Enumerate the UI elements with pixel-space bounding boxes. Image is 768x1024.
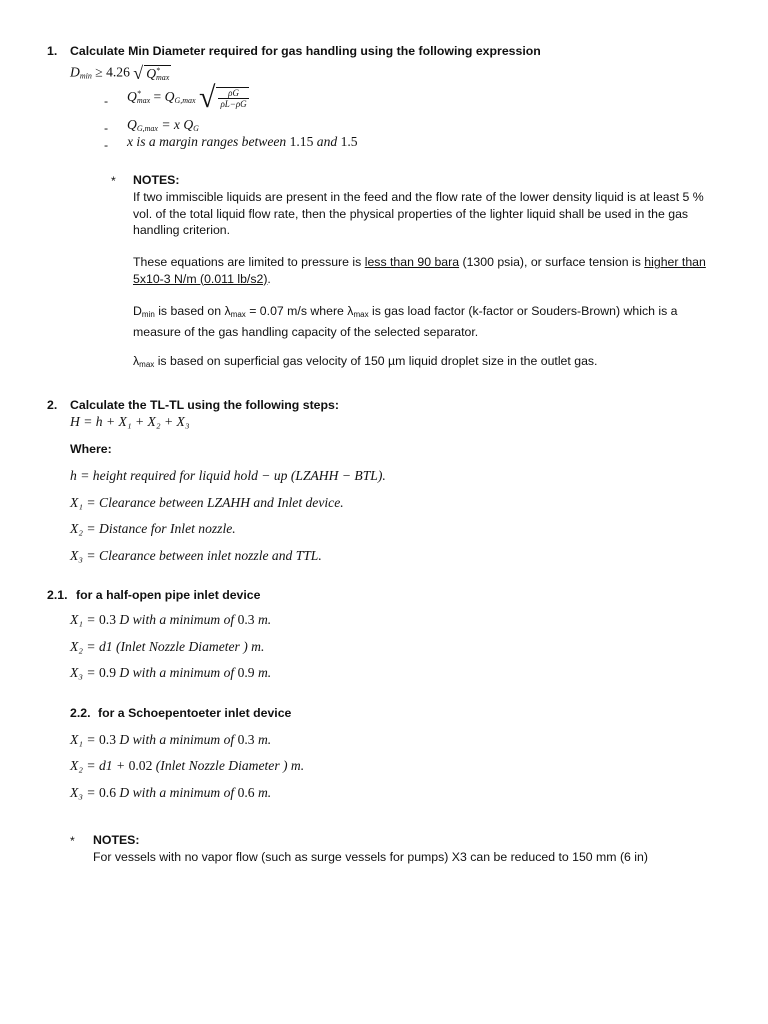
s22-x2: X₂ = d1 + 0.02 (Inlet Nozzle Diameter ) m.	[70, 758, 305, 773]
notes-label: NOTES:	[133, 173, 180, 187]
section-2-1-number: 2.1.	[47, 588, 68, 602]
def-x1: X₁ = Clearance between LZAHH and Inlet device.	[70, 495, 344, 510]
bullet-dash: -	[104, 138, 109, 152]
h-equation: H = h + X₁ + X₂ + X₃	[70, 414, 190, 429]
s21-x1: X₁ = 0.3 D with a minimum of 0.3 m.	[70, 612, 272, 627]
note-limits: These equations are limited to pressure is less than 90 bara (1300 psia), or surface tension is higher than 5x10-3 N/m (0.011 lb/s2).	[133, 255, 706, 286]
s21-x3: X₃ = 0.9 D with a minimum of 0.9 m.	[70, 665, 272, 680]
section-2-2-number: 2.2.	[70, 706, 91, 720]
s21-x2: X₂ = d1 (Inlet Nozzle Diameter ) m.	[70, 639, 265, 654]
bullet-dash: -	[104, 94, 109, 108]
note-no-vapor-flow: For vessels with no vapor flow (such as surge vessels for pumps) X3 can be reduced to 150 mm (6 in)	[93, 850, 648, 864]
def-x2: X₂ = Distance for Inlet nozzle.	[70, 521, 236, 536]
section-1-heading: Calculate Min Diameter required for gas handling using the following expression	[70, 44, 541, 58]
section-2-heading: Calculate the TL-TL using the following steps:	[70, 398, 339, 412]
note-immiscible-liquids: If two immiscible liquids are present in the feed and the flow rate of the lower density liquid is at least 5 % vol. of the total liquid flow rate, then the physical properties of the lighter liquid shall be used in the gas handling criterion.	[133, 190, 704, 237]
where-label: Where:	[70, 442, 112, 456]
notes-2-star: *	[70, 834, 75, 848]
section-2-1-heading: for a half-open pipe inlet device	[76, 588, 261, 602]
note-dmin-lambda: $D_{min}$ is based on $\lambda_{max} = 0.07$ m/s where $\lambda_{max}$ is gas load factor (k-factor or Souders-Brown) which is a measure of the gas handling capacity of the selected separator.	[133, 304, 678, 339]
qg-equation: $Q_{G,max} = x$ $Q_G$	[127, 117, 199, 133]
s22-x3: X₃ = 0.6 D with a minimum of 0.6 m.	[70, 785, 272, 800]
qmax-equation: $Q^*_{max} = Q_{G,max}$ √ $\frac{\rho G}{\rho L-\rho G}$	[127, 81, 247, 114]
notes-2-label: NOTES:	[93, 833, 140, 847]
section-2-2-heading: for a Schoepentoeter inlet device	[98, 706, 292, 720]
margin-equation: x is a margin ranges between 1.15 and 1.5	[127, 134, 358, 149]
note-lambda-velocity: $\lambda_{max}$ is based on superficial gas velocity of 150 µm liquid droplet size in the outlet gas.	[133, 354, 598, 369]
bullet-dash: -	[104, 121, 109, 135]
s22-x1: X₁ = 0.3 D with a minimum of 0.3 m.	[70, 732, 272, 747]
def-x3: X₃ = Clearance between inlet nozzle and TTL.	[70, 548, 322, 563]
section-1-number: 1.	[47, 44, 58, 58]
dmin-equation: $D_{min} \ge 4.26$ √ $Q^*_{max}$	[70, 63, 170, 83]
def-h: h = height required for liquid hold − up (LZAHH − BTL).	[70, 468, 386, 483]
notes-star: *	[111, 174, 116, 188]
section-2-number: 2.	[47, 398, 58, 412]
